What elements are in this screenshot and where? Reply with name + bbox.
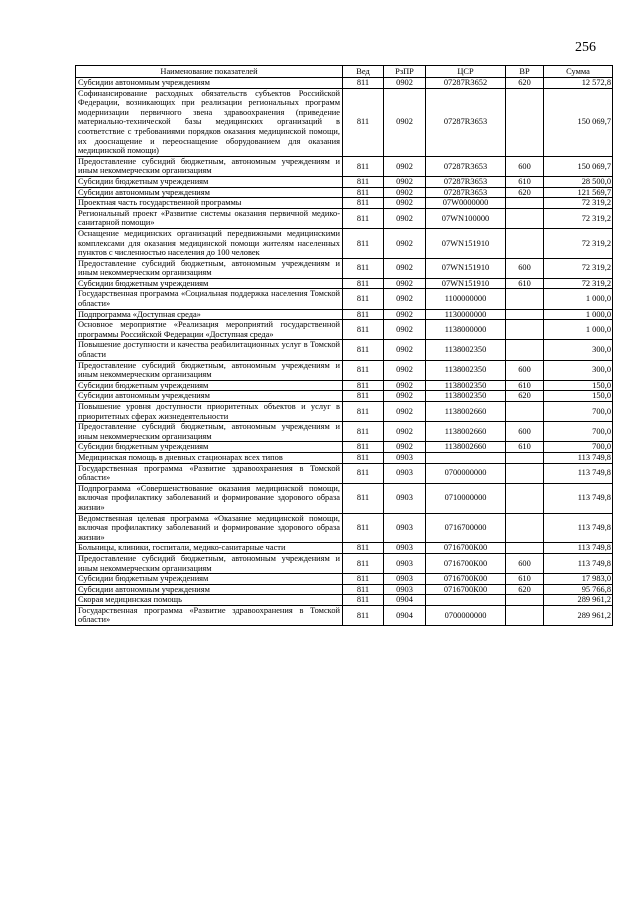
cell-sum: 113 749,8 (544, 513, 613, 543)
cell-sum: 28 500,0 (544, 176, 613, 187)
cell-ved: 811 (343, 595, 384, 606)
cell-name: Субсидии бюджетным учреждениям (76, 278, 343, 289)
cell-ved: 811 (343, 513, 384, 543)
table-row (76, 187, 613, 198)
cell-vr (506, 483, 544, 513)
cell-csr: 1138000000 (426, 320, 506, 340)
cell-ved: 811 (343, 278, 384, 289)
cell-name: Государственная программа «Развитие здравоохранения в Томской области» (76, 605, 343, 625)
cell-vr: 620 (506, 187, 544, 198)
cell-vr (506, 289, 544, 309)
cell-name: Субсидии автономным учреждениям (76, 78, 343, 89)
cell-vr: 620 (506, 391, 544, 402)
cell-csr: 0716700К00 (426, 584, 506, 595)
table-row (76, 463, 613, 483)
cell-rzpr: 0903 (384, 483, 426, 513)
cell-csr: 07287R3653 (426, 187, 506, 198)
table-row (76, 289, 613, 309)
cell-ved: 811 (343, 289, 384, 309)
table-row (76, 320, 613, 340)
cell-csr (426, 452, 506, 463)
cell-vr (506, 309, 544, 320)
table-row (76, 340, 613, 360)
cell-csr: 1138002350 (426, 391, 506, 402)
table-row (76, 584, 613, 595)
cell-sum: 150 069,7 (544, 88, 613, 156)
header-csr: ЦСР (426, 66, 506, 78)
cell-rzpr: 0903 (384, 584, 426, 595)
cell-vr (506, 198, 544, 209)
cell-csr: 1138002350 (426, 340, 506, 360)
cell-name: Субсидии бюджетным учреждениям (76, 176, 343, 187)
table-row (76, 156, 613, 176)
cell-csr: 0716700000 (426, 513, 506, 543)
cell-name: Оснащение медицинских организаций передвижными медицинскими комплексами для оказания медицинской помощи жителям населенных пунктов с численностью населения до 100 человек (76, 228, 343, 258)
cell-rzpr: 0902 (384, 402, 426, 422)
table-row (76, 78, 613, 89)
cell-vr: 600 (506, 553, 544, 573)
table-row (76, 228, 613, 258)
cell-sum: 1 000,0 (544, 289, 613, 309)
cell-rzpr: 0903 (384, 574, 426, 585)
table-row (76, 452, 613, 463)
cell-vr (506, 543, 544, 554)
cell-vr (506, 595, 544, 606)
cell-csr: 07287R3653 (426, 88, 506, 156)
cell-rzpr: 0902 (384, 88, 426, 156)
cell-csr (426, 595, 506, 606)
table-row (76, 208, 613, 228)
cell-rzpr: 0902 (384, 442, 426, 453)
table-header-row (76, 66, 613, 78)
cell-vr (506, 340, 544, 360)
table-row (76, 483, 613, 513)
cell-sum: 72 319,2 (544, 208, 613, 228)
cell-vr: 610 (506, 574, 544, 585)
cell-name: Субсидии бюджетным учреждениям (76, 574, 343, 585)
cell-rzpr: 0902 (384, 309, 426, 320)
cell-rzpr: 0902 (384, 278, 426, 289)
cell-csr: 1138002350 (426, 380, 506, 391)
cell-name: Предоставление субсидий бюджетным, автономным учреждениям и иным некоммерческим организациям (76, 258, 343, 278)
cell-ved: 811 (343, 187, 384, 198)
table-row (76, 402, 613, 422)
cell-ved: 811 (343, 442, 384, 453)
cell-sum: 113 749,8 (544, 543, 613, 554)
cell-rzpr: 0902 (384, 340, 426, 360)
cell-rzpr: 0902 (384, 380, 426, 391)
cell-name: Региональный проект «Развитие системы оказания первичной медико-санитарной помощи» (76, 208, 343, 228)
cell-name: Предоставление субсидий бюджетным, автономным учреждениям и иным некоммерческим организациям (76, 360, 343, 380)
cell-name: Предоставление субсидий бюджетным, автономным учреждениям и иным некоммерческим организациям (76, 553, 343, 573)
cell-ved: 811 (343, 463, 384, 483)
cell-rzpr: 0902 (384, 176, 426, 187)
cell-rzpr: 0902 (384, 391, 426, 402)
cell-vr: 620 (506, 78, 544, 89)
cell-ved: 811 (343, 156, 384, 176)
cell-vr (506, 452, 544, 463)
cell-name: Субсидии бюджетным учреждениям (76, 442, 343, 453)
cell-rzpr: 0903 (384, 543, 426, 554)
table-row (76, 278, 613, 289)
cell-name: Субсидии автономным учреждениям (76, 391, 343, 402)
header-rzpr: РзПР (384, 66, 426, 78)
header-sum: Сумма (544, 66, 613, 78)
cell-vr (506, 402, 544, 422)
cell-rzpr: 0902 (384, 187, 426, 198)
cell-rzpr: 0903 (384, 452, 426, 463)
cell-ved: 811 (343, 228, 384, 258)
table-row (76, 360, 613, 380)
cell-rzpr: 0902 (384, 198, 426, 209)
cell-ved: 811 (343, 402, 384, 422)
cell-csr: 07287R3652 (426, 78, 506, 89)
cell-csr: 1138002660 (426, 402, 506, 422)
cell-ved: 811 (343, 78, 384, 89)
table-row (76, 543, 613, 554)
cell-csr: 1100000000 (426, 289, 506, 309)
cell-csr: 0700000000 (426, 463, 506, 483)
header-name: Наименование показателей (76, 66, 343, 78)
cell-ved: 811 (343, 88, 384, 156)
cell-rzpr: 0902 (384, 208, 426, 228)
cell-sum: 1 000,0 (544, 320, 613, 340)
cell-rzpr: 0902 (384, 156, 426, 176)
cell-vr: 610 (506, 442, 544, 453)
cell-vr: 610 (506, 278, 544, 289)
budget-table (75, 65, 613, 626)
cell-rzpr: 0904 (384, 605, 426, 625)
table-row (76, 391, 613, 402)
cell-sum: 17 983,0 (544, 574, 613, 585)
cell-csr: 1130000000 (426, 309, 506, 320)
cell-sum: 113 749,8 (544, 463, 613, 483)
cell-csr: 0716700К00 (426, 574, 506, 585)
table-row (76, 553, 613, 573)
cell-rzpr: 0903 (384, 463, 426, 483)
cell-ved: 811 (343, 198, 384, 209)
cell-sum: 72 319,2 (544, 228, 613, 258)
cell-sum: 1 000,0 (544, 309, 613, 320)
cell-rzpr: 0902 (384, 228, 426, 258)
cell-csr: 1138002660 (426, 422, 506, 442)
cell-csr: 07287R3653 (426, 176, 506, 187)
table-row (76, 258, 613, 278)
cell-sum: 150 069,7 (544, 156, 613, 176)
cell-vr: 610 (506, 176, 544, 187)
cell-name: Софинансирование расходных обязательств субъектов Российской Федерации, возникающих при реализации региональных программ модернизации первичного звена здравоохранения (приведение материально-технической базы медицинских организаций в соответствие с требованиями порядков оказания медицинской помощи, их дооснащение и переоснащение оборудованием для оказания медицинской помощи) (76, 88, 343, 156)
cell-csr: 1138002350 (426, 360, 506, 380)
cell-name: Медицинская помощь в дневных стационарах всех типов (76, 452, 343, 463)
table-row (76, 574, 613, 585)
table-row (76, 422, 613, 442)
cell-csr: 1138002660 (426, 442, 506, 453)
cell-name: Повышение доступности и качества реабилитационных услуг в Томской области (76, 340, 343, 360)
cell-csr: 07WN151910 (426, 278, 506, 289)
table-row (76, 380, 613, 391)
cell-rzpr: 0902 (384, 360, 426, 380)
cell-sum: 289 961,2 (544, 595, 613, 606)
cell-rzpr: 0902 (384, 258, 426, 278)
cell-csr: 07WN151910 (426, 228, 506, 258)
cell-name: Скорая медицинская помощь (76, 595, 343, 606)
cell-ved: 811 (343, 340, 384, 360)
cell-ved: 811 (343, 208, 384, 228)
cell-sum: 300,0 (544, 340, 613, 360)
cell-vr (506, 463, 544, 483)
table-row (76, 198, 613, 209)
cell-name: Субсидии автономным учреждениям (76, 187, 343, 198)
cell-vr: 600 (506, 422, 544, 442)
cell-csr: 0710000000 (426, 483, 506, 513)
cell-sum: 150,0 (544, 391, 613, 402)
cell-rzpr: 0902 (384, 320, 426, 340)
cell-name: Повышение уровня доступности приоритетных объектов и услуг в приоритетных сферах жизнедеятельности (76, 402, 343, 422)
cell-vr: 600 (506, 360, 544, 380)
cell-ved: 811 (343, 483, 384, 513)
table-body (76, 78, 613, 626)
cell-name: Проектная часть государственной программы (76, 198, 343, 209)
cell-sum: 121 569,7 (544, 187, 613, 198)
cell-sum: 95 766,8 (544, 584, 613, 595)
cell-name: Ведомственная целевая программа «Оказание медицинской помощи, включая профилактику заболеваний и формирование здорового образа жизни» (76, 513, 343, 543)
cell-vr (506, 513, 544, 543)
table-row (76, 176, 613, 187)
cell-sum: 113 749,8 (544, 483, 613, 513)
cell-csr: 0716700К00 (426, 553, 506, 573)
cell-csr: 07W0000000 (426, 198, 506, 209)
table-row (76, 513, 613, 543)
table-row (76, 309, 613, 320)
cell-ved: 811 (343, 584, 384, 595)
cell-csr: 0700000000 (426, 605, 506, 625)
cell-name: Предоставление субсидий бюджетным, автономным учреждениям и иным некоммерческим организациям (76, 156, 343, 176)
cell-name: Государственная программа «Социальная поддержка населения Томской области» (76, 289, 343, 309)
cell-vr (506, 605, 544, 625)
cell-name: Предоставление субсидий бюджетным, автономным учреждениям и иным некоммерческим организациям (76, 422, 343, 442)
table-row (76, 88, 613, 156)
cell-csr: 07287R3653 (426, 156, 506, 176)
cell-name: Субсидии автономным учреждениям (76, 584, 343, 595)
cell-vr: 600 (506, 258, 544, 278)
header-vr: ВР (506, 66, 544, 78)
cell-rzpr: 0904 (384, 595, 426, 606)
cell-sum: 72 319,2 (544, 258, 613, 278)
cell-sum: 113 749,8 (544, 553, 613, 573)
cell-ved: 811 (343, 309, 384, 320)
cell-ved: 811 (343, 605, 384, 625)
cell-sum: 12 572,8 (544, 78, 613, 89)
cell-name: Подпрограмма «Доступная среда» (76, 309, 343, 320)
cell-ved: 811 (343, 380, 384, 391)
cell-ved: 811 (343, 452, 384, 463)
page-number: 256 (575, 40, 596, 55)
cell-rzpr: 0902 (384, 78, 426, 89)
cell-vr: 620 (506, 584, 544, 595)
cell-vr (506, 320, 544, 340)
header-ved: Вед (343, 66, 384, 78)
cell-sum: 700,0 (544, 402, 613, 422)
cell-ved: 811 (343, 543, 384, 554)
table-row (76, 442, 613, 453)
cell-name: Государственная программа «Развитие здравоохранения в Томской области» (76, 463, 343, 483)
cell-sum: 150,0 (544, 380, 613, 391)
cell-sum: 113 749,8 (544, 452, 613, 463)
cell-rzpr: 0902 (384, 289, 426, 309)
cell-sum: 300,0 (544, 360, 613, 380)
cell-csr: 07WN100000 (426, 208, 506, 228)
cell-name: Больницы, клиники, госпитали, медико-санитарные части (76, 543, 343, 554)
cell-ved: 811 (343, 574, 384, 585)
cell-sum: 72 319,2 (544, 278, 613, 289)
cell-vr (506, 228, 544, 258)
cell-sum: 700,0 (544, 422, 613, 442)
cell-ved: 811 (343, 391, 384, 402)
table-row (76, 595, 613, 606)
cell-name: Основное мероприятие «Реализация мероприятий государственной программы Российской Федерации «Доступная среда» (76, 320, 343, 340)
cell-ved: 811 (343, 320, 384, 340)
cell-csr: 0716700К00 (426, 543, 506, 554)
cell-vr: 600 (506, 156, 544, 176)
cell-rzpr: 0903 (384, 513, 426, 543)
cell-ved: 811 (343, 360, 384, 380)
cell-ved: 811 (343, 553, 384, 573)
cell-csr: 07WN151910 (426, 258, 506, 278)
cell-ved: 811 (343, 422, 384, 442)
cell-sum: 700,0 (544, 442, 613, 453)
cell-vr: 610 (506, 380, 544, 391)
cell-vr (506, 88, 544, 156)
cell-name: Подпрограмма «Совершенствование оказания медицинской помощи, включая профилактику заболеваний и формирование здорового образа жизни» (76, 483, 343, 513)
cell-ved: 811 (343, 258, 384, 278)
cell-vr (506, 208, 544, 228)
cell-rzpr: 0903 (384, 553, 426, 573)
cell-name: Субсидии бюджетным учреждениям (76, 380, 343, 391)
cell-sum: 289 961,2 (544, 605, 613, 625)
cell-ved: 811 (343, 176, 384, 187)
cell-sum: 72 319,2 (544, 198, 613, 209)
table-row (76, 605, 613, 625)
cell-rzpr: 0902 (384, 422, 426, 442)
